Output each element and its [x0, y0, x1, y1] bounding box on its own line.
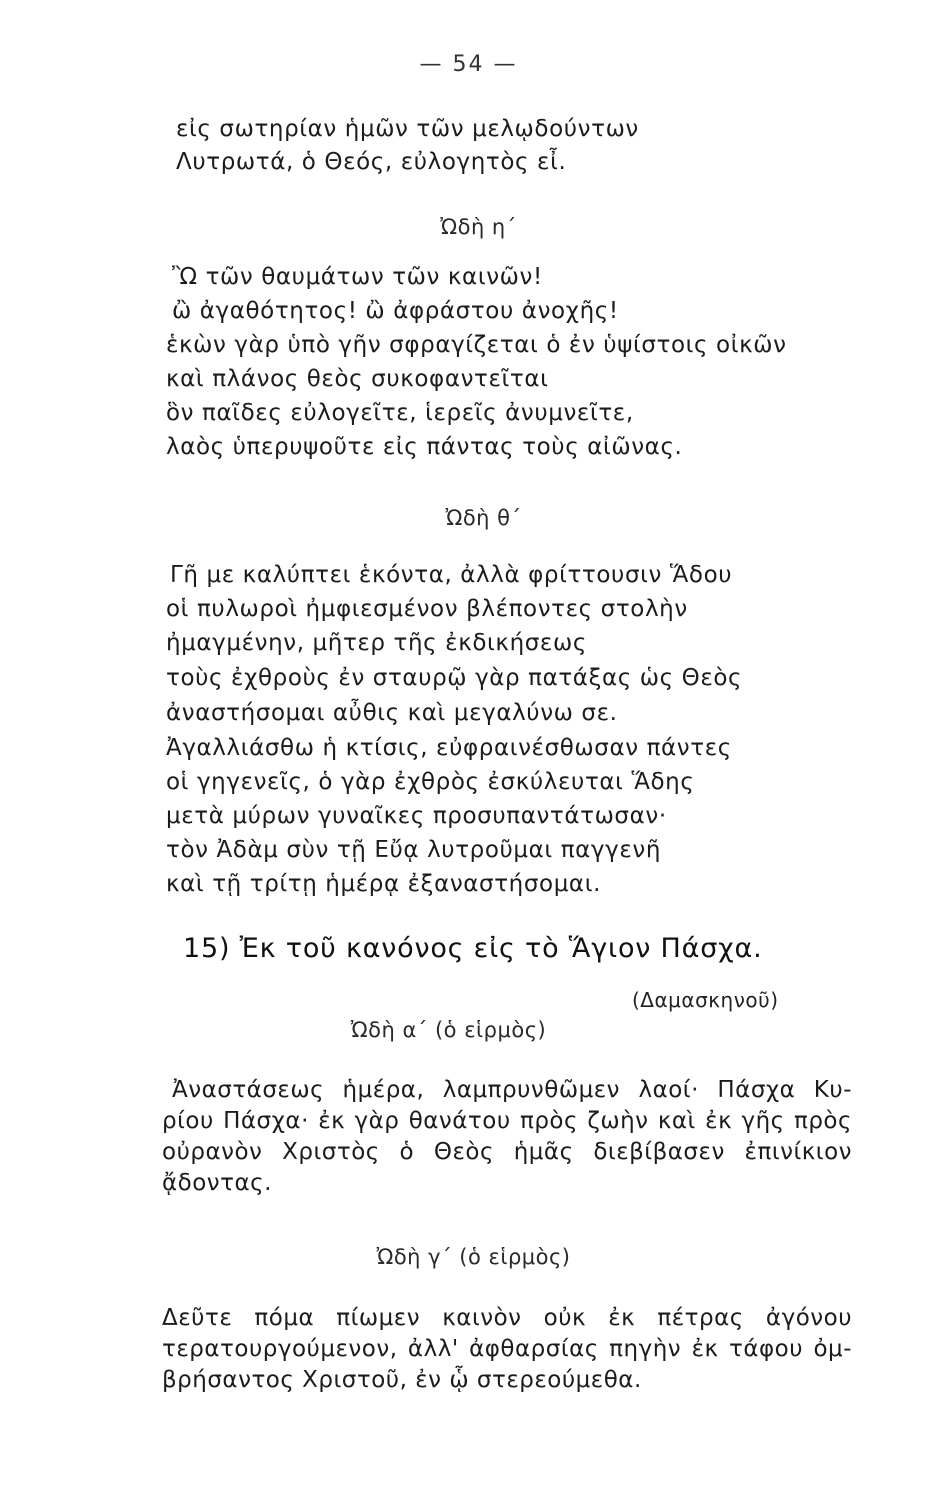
text-line: εἰς σωτηρίαν ἡμῶν τῶν μελῳδούντων: [176, 116, 639, 142]
section-title: 15) Ἐκ τοῦ κανόνος εἰς τὸ Ἅγιον Πάσχα.: [183, 933, 763, 964]
paragraph-line: Δεῦτε πόμα πίωμεν καινὸν οὐκ ἐκ πέτρας ἀγόνου: [162, 1305, 852, 1331]
section-author: (Δαμασκηνοῦ): [632, 988, 779, 1012]
ode-9-line: Γῆ με καλύπτει ἑκόντα, ἀλλὰ φρίττουσιν Ἅδου: [170, 562, 733, 588]
ode-1-paragraph: [162, 1075, 852, 1199]
page-number: — 54 —: [419, 52, 518, 77]
ode-8-line: λαὸς ὑπερυψοῦτε εἰς πάντας τοὺς αἰῶνας.: [166, 434, 683, 460]
paragraph-line: ᾄδοντας.: [162, 1170, 272, 1196]
ode-9-line: οἱ γηγενεῖς, ὁ γὰρ ἐχθρὸς ἐσκύλευται Ἅδης: [166, 769, 695, 795]
ode-9-line: τὸν Ἀδὰμ σὺν τῇ Εὔᾳ λυτροῦμαι παγγενῆ: [166, 837, 662, 863]
ode-8-line: ὢ ἀγαθότητος! ὢ ἀφράστου ἀνοχῆς!: [172, 298, 619, 324]
paragraph-line: τερατουργούμενον, ἀλλ' ἀφθαρσίας πηγὴν ἐκ τάφου ὀμ-: [162, 1336, 852, 1362]
paragraph-line: οὐρανὸν Χριστὸς ὁ Θεὸς ἡμᾶς διεβίβασεν ἐπινίκιον: [162, 1139, 852, 1165]
ode-9-line: καὶ τῇ τρίτῃ ἡμέρᾳ ἐξαναστήσομαι.: [166, 871, 601, 897]
ode-9-heading: Ὠδὴ θ΄: [445, 506, 522, 530]
ode-9-line: τοὺς ἐχθροὺς ἐν σταυρῷ γὰρ πατάξας ὡς Θεὸς: [166, 665, 743, 691]
ode-8-line: Ὢ τῶν θαυμάτων τῶν καινῶν!: [172, 264, 543, 290]
ode-9-line: οἱ πυλωροὶ ἠμφιεσμένον βλέποντες στολὴν: [166, 596, 688, 622]
ode-8-line: καὶ πλάνος θεὸς συκοφαντεῖται: [166, 366, 549, 392]
text-line: Λυτρωτά, ὁ Θεός, εὐλογητὸς εἶ.: [176, 149, 567, 175]
paragraph-line: βρήσαντος Χριστοῦ, ἐν ᾧ στερεούμεθα.: [162, 1367, 642, 1393]
ode-9-line: ἀναστήσομαι αὖθις καὶ μεγαλύνω σε.: [166, 700, 618, 726]
ode-9-line: μετὰ μύρων γυναῖκες προσυπαντάτωσαν·: [166, 803, 667, 829]
paragraph-line: Ἀναστάσεως ἡμέρα, λαμπρυνθῶμεν λαοί· Πάσχα Κυ-: [172, 1077, 852, 1103]
ode-1-heading: Ὠδὴ α΄ (ὁ εἱρμὸς): [350, 1018, 547, 1042]
ode-8-line: ὃν παῖδες εὐλογεῖτε, ἱερεῖς ἀνυμνεῖτε,: [166, 400, 634, 426]
ode-3-paragraph: [162, 1303, 852, 1396]
ode-8-line: ἑκὼν γὰρ ὑπὸ γῆν σφραγίζεται ὁ ἐν ὑψίστοις οἰκῶν: [166, 332, 787, 358]
ode-9-line: ἠμαγμένην, μῆτερ τῆς ἐκδικήσεως: [166, 630, 587, 656]
ode-9-line: Ἀγαλλιάσθω ἡ κτίσις, εὐφραινέσθωσαν πάντες: [166, 735, 732, 761]
ode-3-heading: Ὠδὴ γ΄ (ὁ εἱρμὸς): [376, 1245, 571, 1269]
paragraph-line: ρίου Πάσχα· ἐκ γὰρ θανάτου πρὸς ζωὴν καὶ ἐκ γῆς πρὸς: [162, 1108, 852, 1134]
ode-8-heading: Ὠδὴ η΄: [440, 215, 517, 239]
